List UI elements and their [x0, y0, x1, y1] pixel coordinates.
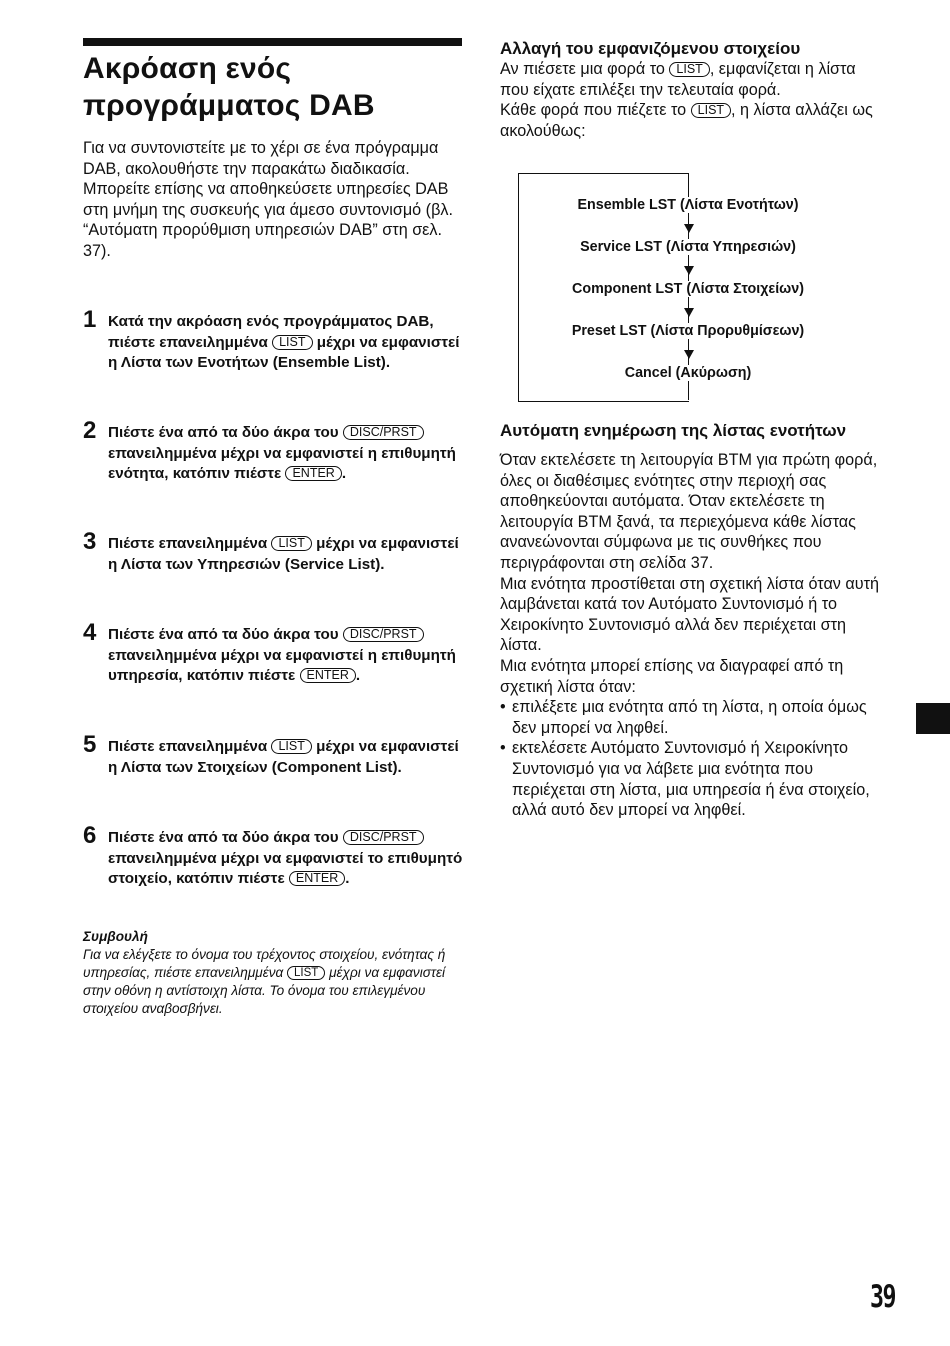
step-text: Πιέστε επανειλημμένα LIST μέχρι να εμφανιστεί η Λίστα των Στοιχείων (Component List). [108, 738, 459, 776]
bullet-list [500, 697, 885, 821]
flow-item: Service LST (Λίστα Υπηρεσιών) [580, 239, 796, 255]
list-item: • επιλέξετε μια ενότητα από τη λίστα, η οποία όμως δεν μπορεί να ληφθεί. [500, 697, 885, 738]
section-paragraph: Κάθε φορά που πιέζετε το LIST , η λίστα αλλάζει ως ακολούθως: [500, 101, 873, 140]
arrow-down-icon [684, 266, 694, 275]
step-text: Πιέστε επανειλημμένα LIST μέχρι να εμφανιστεί η Λίστα των Υπηρεσιών (Service List). [108, 535, 459, 573]
page-number: 39 [870, 1279, 895, 1315]
section-change-display [500, 38, 885, 141]
section-paragraph: Μια ενότητα μπορεί επίσης να διαγραφεί από τη σχετική λίστα όταν: [500, 656, 844, 696]
step-text: Πιέστε ένα από τα δύο άκρα του DISC/PRST επανειλημμένα μέχρι να εμφανιστεί η επιθυμητή υπηρεσία, κατόπιν πιέστε ENTER . [108, 626, 456, 685]
arrow-down-icon [684, 350, 694, 359]
list-item: • εκτελέσετε Αυτόματο Συντονισμό ή Χειροκίνητο Συντονισμό για να λάβετε μια ενότητα που περιέχεται στη λίστα, μια υπηρεσία ή ένα στοιχείο, αλλά αυτό δεν μπορεί να ληφθεί. [500, 738, 885, 820]
intro-paragraph: Μπορείτε επίσης να αποθηκεύσετε υπηρεσίες DAB στη μνήμη της συσκευής για άμεσο συντονισμό (βλ. “Αυτόματη προρύθμιση υπηρεσιών DAB” στη σελ. 37). [83, 180, 453, 260]
section-body [500, 59, 885, 141]
intro-text [83, 138, 463, 262]
step-3 [83, 528, 463, 575]
step-number: 3 [83, 528, 97, 555]
arrow-down-icon [684, 224, 694, 233]
step-6 [83, 822, 463, 890]
section-heading: Αλλαγή του εμφανιζόμενου στοιχείου [500, 39, 801, 58]
page-title: Ακρόαση ενός προγράμματος DAB [83, 52, 375, 122]
step-number: 2 [83, 417, 97, 444]
list-key: LIST [691, 103, 731, 118]
section-paragraph: Όταν εκτελέσετε τη λειτουργία BTM για πρώτη φορά, όλες οι διαθέσιμες ενότητες στην περιοχή σας αποθηκεύονται αυτόματα. Όταν εκτελέσετε τη λειτουργία BTM ξανά, τα περιεχόμενα κάθε λίστας ανανεώνονται σύμφωνα με τις συνθήκες που περιγράφονται στη σελίδα 37. [500, 451, 878, 572]
step-number: 6 [83, 822, 97, 849]
list-key: LIST [271, 739, 311, 754]
step-text: Πιέστε ένα από τα δύο άκρα του DISC/PRST επανειλημμένα μέχρι να εμφανιστεί το επιθυμητό στοιχείο, κατόπιν πιέστε ENTER . [108, 829, 463, 888]
step-number: 5 [83, 731, 97, 758]
list-key: LIST [669, 62, 709, 77]
list-key: LIST [287, 966, 325, 980]
list-cycle-diagram [518, 173, 858, 400]
title-rule [83, 38, 462, 46]
enter-key: ENTER [289, 871, 345, 886]
enter-key: ENTER [285, 466, 341, 481]
section-body [500, 450, 885, 821]
step-number: 1 [83, 306, 97, 333]
step-4 [83, 619, 463, 687]
tip-box [83, 928, 463, 1018]
section-thumb-tab [916, 703, 950, 734]
step-number: 4 [83, 619, 97, 646]
disc-prst-key: DISC/PRST [343, 830, 424, 845]
step-text: Κατά την ακρόαση ενός προγράμματος DAB, πιέστε επανειλημμένα LIST μέχρι να εμφανιστεί η Λίστα των Ενοτήτων (Ensemble List). [108, 313, 460, 372]
arrow-down-icon [684, 308, 694, 317]
section-heading: Αυτόματη ενημέρωση της λίστας ενοτήτων [500, 421, 847, 440]
flow-item: Preset LST (Λίστα Προρυθμίσεων) [571, 323, 805, 339]
disc-prst-key: DISC/PRST [343, 425, 424, 440]
disc-prst-key: DISC/PRST [343, 627, 424, 642]
intro-paragraph: Για να συντονιστείτε με το χέρι σε ένα πρόγραμμα DAB, ακολουθήστε την παρακάτω διαδικασία. [83, 139, 439, 178]
flow-item: Ensemble LST (Λίστα Ενοτήτων) [577, 197, 799, 213]
enter-key: ENTER [300, 668, 356, 683]
list-key: LIST [271, 536, 311, 551]
tip-text: Για να ελέγξετε το όνομα του τρέχοντος στοιχείου, ενότητας ή υπηρεσίας, πιέστε επανειλημμένα LIST μέχρι να εμφανιστεί στην οθόνη η αντίστοιχη λίστα. Το όνομα του επιλεγμένου στοιχείου αναβοσβήνει. [83, 947, 446, 1016]
step-2 [83, 417, 463, 485]
tip-heading: Συμβουλή [83, 929, 148, 944]
section-auto-update [500, 420, 885, 821]
flow-item: Component LST (Λίστα Στοιχείων) [572, 281, 804, 297]
step-text: Πιέστε ένα από τα δύο άκρα του DISC/PRST επανειλημμένα μέχρι να εμφανιστεί η επιθυμητή ενότητα, κατόπιν πιέστε ENTER . [108, 424, 456, 483]
flow-item: Cancel (Ακύρωση) [624, 365, 752, 381]
step-1 [83, 306, 463, 374]
step-5 [83, 731, 463, 778]
list-key: LIST [272, 335, 312, 350]
section-paragraph: Μια ενότητα προστίθεται στη σχετική λίστα όταν αυτή λαμβάνεται κατά τον Αυτόματο Συντονισμό ή το Χειροκίνητο Συντονισμό αλλά δεν περιέχεται στη λίστα. [500, 574, 880, 655]
section-paragraph: Αν πιέσετε μια φορά το LIST , εμφανίζεται η λίστα που είχατε επιλέξει την τελευταία φορά. [500, 60, 856, 99]
